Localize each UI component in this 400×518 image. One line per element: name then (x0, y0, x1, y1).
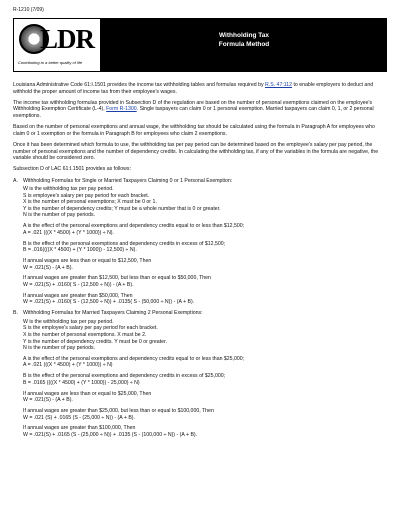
definition: W is the withholding tax per pay period. (23, 318, 114, 325)
definition: S is employee's salary per pay period for each bracket. (23, 192, 150, 199)
definition: X is the number of personal exemptions. X must be 2. (23, 331, 147, 338)
section-heading: Withholding Formulas for Single or Married Taxpayers Claiming 0 or 1 Personal Exemption: (23, 177, 233, 184)
title-line-2: Formula Method (218, 41, 270, 48)
definition: X is the number of personal exemptions; X must be 0 or 1. (23, 199, 157, 206)
definition: S is the employee's salary per pay period for each bracket. (23, 325, 158, 332)
case-2-description: If annual wages are greater than $25,000, but less than or equal to $100,000, Then (23, 408, 214, 414)
text: . Single taxpayers can claim 0 or 1 personal exemption. Married taxpayers can claim 0, 1, or 2 personal exemptions. (13, 106, 374, 119)
section-a-body (13, 186, 387, 310)
logo-tagline: Contributing to a better quality of life (18, 60, 83, 65)
section-label: A. (13, 177, 18, 184)
a-description: A is the effect of the personal exemptions and dependency credits equal to or less than $25,000; (23, 355, 245, 362)
case-3-formula: W = .021(S) + .0165 (S - (25,000 ÷ N)) + .0135 (S - (100,000 ÷ N)) - (A + B). (23, 431, 198, 438)
paragraph-subsection: Subsection D of LAC 61:I.1501 provides as follows: (13, 166, 131, 173)
a-formula: A = .021 (((X * 4500) + (Y * 1000)) ÷ N) (23, 362, 113, 369)
section-a-heading (13, 178, 387, 185)
header-banner (13, 18, 387, 72)
section-b-heading (13, 310, 387, 317)
logo-text: LDR (40, 24, 95, 54)
b-description: B is the effect of the personal exemptions and dependency credits in excess of $25,000; (23, 373, 226, 380)
paragraph-exemptions (13, 100, 387, 120)
text: to enable employers to deduct and withhold the proper amount of income tax from their employee's wages. (13, 82, 374, 95)
document-body (13, 82, 387, 439)
case-1-description: If annual wages are less than or equal to $25,000, Then (23, 390, 152, 397)
case-1-description: If annual wages are less than or equal to $12,500, Then (23, 258, 152, 264)
section-label: B. (13, 310, 18, 317)
paragraph-formula-choice: Based on the number of personal exemptions and annual wage, the withholding tax should be calculated using the formula in Paragraph A for employees who claim 0 or 1 exemption or the formula in Paragraph B for employees who claim 2 exemptions. (13, 124, 375, 137)
b-formula: B = .016((((X * 4500) + (Y * 1000)) - 12,500) ÷ N). (23, 247, 137, 254)
b-description: B is the effect of the personal exemptions and dependency credits in excess of $12,500; (23, 240, 226, 247)
a-description: A is the effect of the personal exemptions and dependency credits equal to or less than $12,500; (23, 223, 245, 230)
paragraph-calculation: Once it has been determined which formula to use, the withholding tax per pay period can be determined based on the employee's salary per pay period, the number of personal exemptions and the number of dependency credits. In calculating the withholding tax, if any of the variables in the formula are negative, the variable should be considered zero. (13, 141, 379, 162)
b-formula: B = .0165 ((((X * 4500) + (Y * 1000)) - 25,000) ÷ N) (23, 379, 140, 386)
form-number: R-1210 (7/09) (13, 7, 44, 13)
definition: Y is the number of dependency credits; Y must be a whole number that is 0 or greater. (23, 205, 221, 212)
definition: N is the number of pay periods. (23, 212, 96, 219)
case-1-formula: W = .021(S) - (A + B). (23, 264, 73, 271)
case-3-description: If annual wages are greater than $50,000, Then (23, 292, 133, 299)
case-3-description: If annual wages are greater than $100,000, Then (23, 425, 136, 432)
text: Louisiana Administrative Code 61:I.1501 provides the income tax withholding tables and formulas required by (13, 82, 266, 88)
definition: W is the withholding tax per pay period. (23, 186, 114, 193)
case-2-formula: W = .021(S) + .0160( S - (12,500 ÷ N)) - (A + B). (23, 281, 134, 288)
a-formula: A = .021 (((X * 4500) + (Y * 1000)) ÷ N). (23, 229, 114, 236)
definition: N is the number of pay periods. (23, 345, 96, 352)
ldr-logo (13, 18, 101, 72)
rs-47-112-link[interactable]: R.S. 47:112 (265, 82, 293, 88)
definition: Y is the number of dependency credits. Y must be 0 or greater. (23, 338, 167, 345)
case-1-formula: W = .021(S) - (A + B). (23, 397, 73, 404)
text: The income tax withholding formulas provided in Subsection D of the regulation are based on the number of personal exemptions claimed on the employee's Withholding Exemption Certificate (L-4), (13, 99, 373, 113)
case-2-formula: W = .021 (S) + .0165 (S - (25,000 ÷ N)) - (A + B). (23, 414, 135, 421)
paragraph-intro (13, 82, 387, 95)
section-heading: Withholding Formulas for Married Taxpayers Claiming 2 Personal Exemptions: (23, 310, 203, 317)
case-3-formula: W = .021(S) + .0160( S - (12,500 ÷ N)) + .0135( S - (50,000 ÷ N)) - (A + B). (23, 299, 195, 306)
section-b-body (13, 319, 387, 439)
case-2-description: If annual wages are greater than $12,500, but less than or equal to $50,000, Then (23, 275, 211, 282)
document-title (101, 31, 387, 49)
title-line-1: Withholding Tax (218, 32, 269, 39)
form-r-1300-link[interactable]: Form R-1300 (106, 106, 137, 113)
